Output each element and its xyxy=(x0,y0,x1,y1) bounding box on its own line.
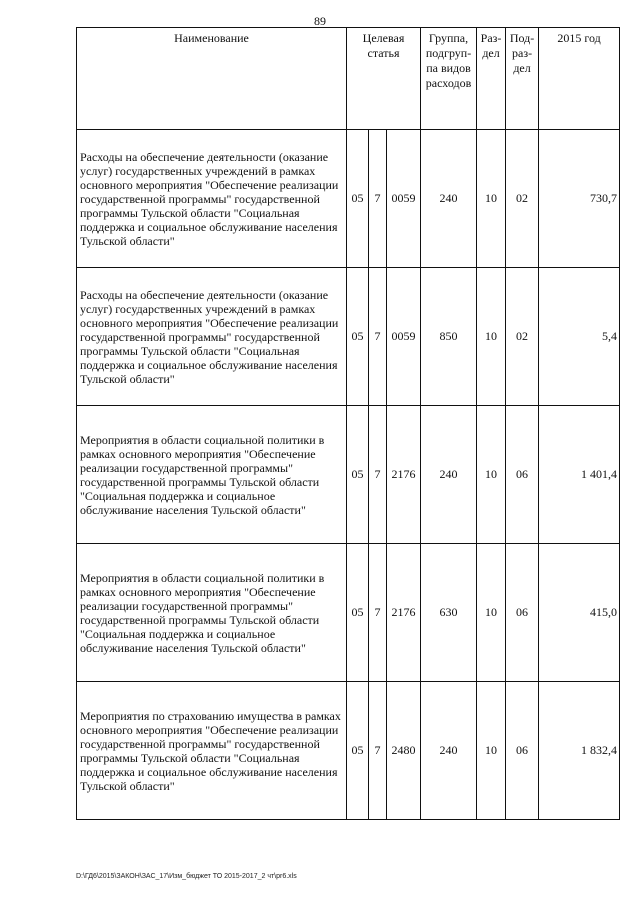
row-target-part3: 0059 xyxy=(387,130,421,268)
row-section: 10 xyxy=(477,130,506,268)
row-subsection: 02 xyxy=(506,130,539,268)
row-target-part1: 05 xyxy=(347,130,369,268)
row-expense-group: 240 xyxy=(421,406,477,544)
file-path-footer: D:\ГД6\2015\ЗАКОН\ЗАС_17\Изм_бюджет ТО 2015-2017_2 чт\pr6.xls xyxy=(76,873,297,880)
row-amount: 1 401,4 xyxy=(539,406,620,544)
row-expense-group: 850 xyxy=(421,268,477,406)
row-amount: 415,0 xyxy=(539,544,620,682)
row-target-part2: 7 xyxy=(369,268,387,406)
row-target-part2: 7 xyxy=(369,682,387,820)
budget-table xyxy=(76,27,620,820)
row-target-part1: 05 xyxy=(347,682,369,820)
row-target-part2: 7 xyxy=(369,406,387,544)
row-target-part3: 0059 xyxy=(387,268,421,406)
header-target-article: Целевая статья xyxy=(347,28,421,130)
header-name: Наименование xyxy=(77,28,347,130)
table-row xyxy=(77,682,620,820)
row-target-part3: 2480 xyxy=(387,682,421,820)
row-name: Расходы на обеспечение деятельности (оказание услуг) государственных учреждений в рамках основного мероприятия "Обеспечение реализации государственной программы" государственной программы Тульской области "Социальная поддержка и социальное обслуживание населения Тульской области" xyxy=(77,130,347,268)
row-target-part1: 05 xyxy=(347,544,369,682)
row-target-part2: 7 xyxy=(369,544,387,682)
row-section: 10 xyxy=(477,682,506,820)
row-subsection: 06 xyxy=(506,544,539,682)
table-row xyxy=(77,268,620,406)
row-section: 10 xyxy=(477,268,506,406)
row-subsection: 06 xyxy=(506,406,539,544)
row-subsection: 06 xyxy=(506,682,539,820)
row-amount: 5,4 xyxy=(539,268,620,406)
table-header-row xyxy=(77,28,620,130)
row-name: Расходы на обеспечение деятельности (оказание услуг) государственных учреждений в рамках основного мероприятия "Обеспечение реализации государственной программы" государственной программы Тульской области "Социальная поддержка и социальное обслуживание населения Тульской области" xyxy=(77,268,347,406)
header-year: 2015 год xyxy=(539,28,620,130)
row-expense-group: 630 xyxy=(421,544,477,682)
row-expense-group: 240 xyxy=(421,682,477,820)
row-target-part1: 05 xyxy=(347,268,369,406)
header-subsection: Под-раз-дел xyxy=(506,28,539,130)
header-expense-group: Группа, подгруп-па видов расходов xyxy=(421,28,477,130)
row-name: Мероприятия в области социальной политики в рамках основного мероприятия "Обеспечение реализации государственной программы" государственной программы Тульской области "Социальная поддержка и социальное обслуживание населения Тульской области" xyxy=(77,544,347,682)
table-row xyxy=(77,406,620,544)
row-target-part1: 05 xyxy=(347,406,369,544)
row-section: 10 xyxy=(477,406,506,544)
page-number: 89 xyxy=(314,14,326,28)
row-name: Мероприятия в области социальной политики в рамках основного мероприятия "Обеспечение реализации государственной программы" государственной программы Тульской области "Социальная поддержка и социальное обслуживание населения Тульской области" xyxy=(77,406,347,544)
table-row xyxy=(77,544,620,682)
row-section: 10 xyxy=(477,544,506,682)
table-row xyxy=(77,130,620,268)
row-expense-group: 240 xyxy=(421,130,477,268)
row-target-part3: 2176 xyxy=(387,406,421,544)
header-section: Раз-дел xyxy=(477,28,506,130)
row-target-part3: 2176 xyxy=(387,544,421,682)
row-amount: 1 832,4 xyxy=(539,682,620,820)
row-target-part2: 7 xyxy=(369,130,387,268)
row-name: Мероприятия по страхованию имущества в рамках основного мероприятия "Обеспечение реализации государственной программы" государственной программы Тульской области "Социальная поддержка и социальное обслуживание населения Тульской области" xyxy=(77,682,347,820)
row-subsection: 02 xyxy=(506,268,539,406)
row-amount: 730,7 xyxy=(539,130,620,268)
